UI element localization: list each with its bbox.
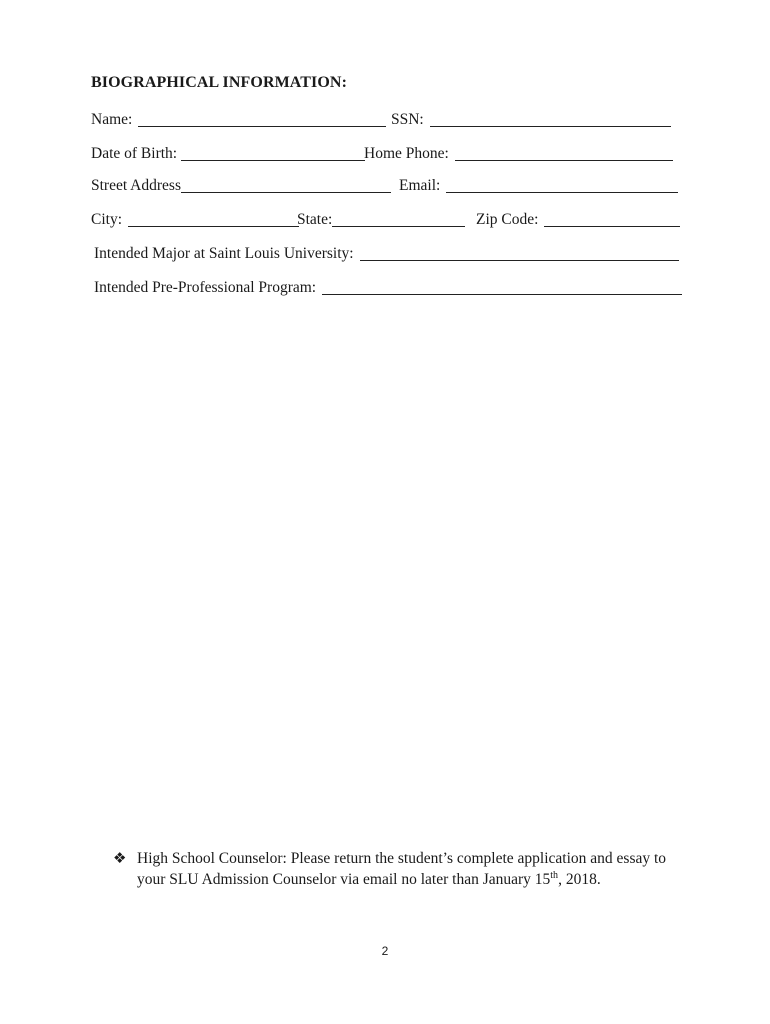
note-text-end: , 2018. xyxy=(558,871,601,888)
pre-professional-label: Intended Pre-Professional Program: xyxy=(94,279,317,296)
note-text-main: High School Counselor: Please return the student’s complete application and essay to your SLU Admission Counselor via email no later than January 15 xyxy=(137,850,667,888)
section-heading: BIOGRAPHICAL INFORMATION: xyxy=(91,74,347,91)
form-row-name-ssn xyxy=(91,108,691,130)
intended-major-label: Intended Major at Saint Louis University: xyxy=(94,245,354,262)
email-input-line[interactable] xyxy=(446,178,678,193)
diamond-bullet-icon: ❖ xyxy=(113,849,127,867)
counselor-note-text xyxy=(137,848,683,890)
dob-input-line[interactable] xyxy=(181,146,365,161)
name-input-line[interactable] xyxy=(138,112,386,127)
email-label: Email: xyxy=(399,177,441,194)
state-input-line[interactable] xyxy=(332,212,465,227)
state-label: State: xyxy=(297,211,333,228)
form-row-major xyxy=(94,242,684,264)
city-label: City: xyxy=(91,211,123,228)
note-superscript: th xyxy=(550,869,559,881)
zip-code-label: Zip Code: xyxy=(476,211,539,228)
intended-major-input-line[interactable] xyxy=(360,246,679,261)
ssn-input-line[interactable] xyxy=(430,112,671,127)
zip-field-group xyxy=(476,208,680,230)
form-row-city-state-zip xyxy=(91,208,691,230)
major-field-group xyxy=(94,242,679,264)
page-number: 2 xyxy=(381,944,389,958)
form-row-preprof xyxy=(94,276,684,298)
state-field-group xyxy=(297,208,465,230)
city-field-group xyxy=(91,208,299,230)
name-label: Name: xyxy=(91,111,133,128)
ssn-label: SSN: xyxy=(391,111,424,128)
preprof-field-group xyxy=(94,276,682,298)
home-phone-field-group xyxy=(364,142,673,164)
home-phone-input-line[interactable] xyxy=(455,146,673,161)
form-row-address-email xyxy=(91,174,691,196)
form-row-dob-phone xyxy=(91,142,691,164)
home-phone-label: Home Phone: xyxy=(364,145,449,162)
street-address-label: Street Address xyxy=(91,177,181,194)
dob-label: Date of Birth: xyxy=(91,145,178,162)
dob-field-group xyxy=(91,142,365,164)
street-address-input-line[interactable] xyxy=(181,178,391,193)
name-field-group xyxy=(91,108,386,130)
ssn-field-group xyxy=(391,108,671,130)
street-field-group xyxy=(91,174,391,196)
email-field-group xyxy=(399,174,678,196)
city-input-line[interactable] xyxy=(128,212,299,227)
counselor-note xyxy=(113,848,683,890)
pre-professional-input-line[interactable] xyxy=(322,280,682,295)
zip-code-input-line[interactable] xyxy=(544,212,680,227)
